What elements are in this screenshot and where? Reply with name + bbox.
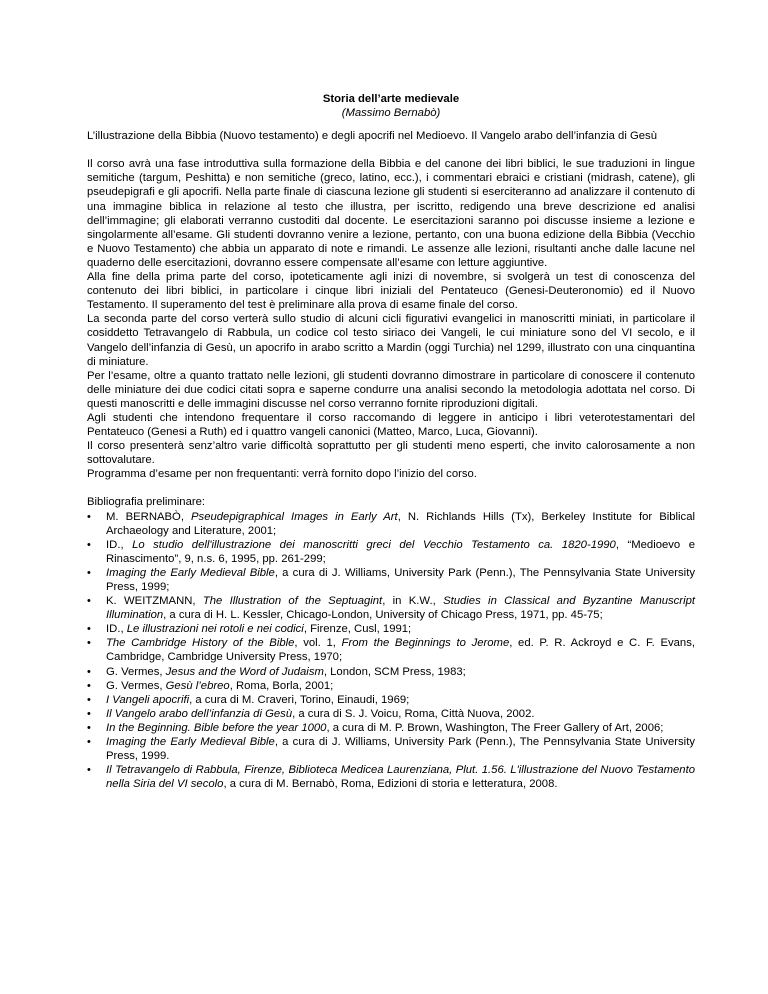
citation-text: , N. Richlands Hills (Tx), Berkeley Institute for Biblical Archaeology and Literature, 2001;	[106, 510, 695, 537]
bullet-icon: •	[87, 764, 91, 777]
bullet-icon: •	[87, 721, 91, 734]
citation-text: , London, SCM Press, 1983;	[323, 665, 466, 678]
bibliography-entry	[87, 693, 695, 707]
citation-title: Studies in Classical and Byzantine Manuscript Illumination	[106, 595, 695, 622]
citation-text: , in K.W.,	[382, 595, 444, 608]
citation-title: Il Vangelo arabo dell’infanzia di Gesù	[106, 707, 293, 720]
bibliography-entry	[87, 707, 695, 721]
bullet-icon: •	[87, 693, 91, 706]
bullet-icon: •	[87, 736, 91, 749]
citation-title: Le illustrazioni nei rotoli e nei codici	[126, 623, 304, 636]
document-title: Storia dell’arte medievale	[322, 93, 460, 105]
citation-title: Jesus and the Word of Judaism	[165, 665, 324, 678]
citation-text: ,	[180, 510, 192, 523]
citation-title: From the Beginnings to Jerome	[341, 637, 510, 650]
citation-text: ERNABÒ	[133, 510, 181, 523]
citation-text: , a cura di M. Bernabò, Roma, Edizioni di storia e letteratura, 2008.	[223, 778, 558, 791]
bibliography-entry	[87, 594, 695, 622]
bullet-icon: •	[87, 707, 91, 720]
bullet-icon: •	[87, 595, 91, 608]
citation-title: The Illustration of the Septuagint	[202, 595, 383, 608]
document-page	[87, 92, 695, 791]
bibliography-entry	[87, 538, 695, 566]
paragraph: Programma d’esame per non frequentanti: verrà fornito dopo l’inizio del corso.	[87, 468, 477, 481]
citation-text: D	[109, 538, 118, 551]
citation-text: I	[106, 538, 110, 551]
citation-text: K. W	[106, 595, 135, 608]
bullet-icon: •	[87, 637, 91, 650]
citation-text: D	[109, 623, 118, 636]
course-description	[87, 157, 695, 481]
bibliography-heading: Bibliografia preliminare:	[87, 496, 206, 509]
citation-text: , Roma, Borla, 2001;	[229, 679, 334, 692]
citation-title: Pseudepigraphical Images in Early Art	[191, 510, 398, 523]
paragraph: Il corso presenterà senz’altro varie difficoltà soprattutto per gli studenti meno esperti, che invito calorosamente a non sottovalutare.	[87, 440, 695, 467]
citation-text: , a cura di J. Williams, University Park (Penn.), The Pennsylvania State University Press, 1999.	[106, 736, 695, 763]
citation-text: , ed. P. R. Ackroyd e C. F. Evans, Cambridge, Cambridge University Press, 1970;	[106, 637, 695, 664]
paragraph: Agli studenti che intendono frequentare il corso raccomando di leggere in anticipo i libri veterotestamentari del Pentateuco (Genesi a Ruth) ed i quattro vangeli canonici (Matteo, Marco, Luca, Giovanni).	[87, 411, 695, 439]
citation-text: , a cura di M. Craveri, Torino, Einaudi, 1969;	[189, 693, 410, 706]
bibliography-entry	[87, 721, 695, 735]
citation-text: .,	[117, 623, 127, 636]
bullet-icon: •	[87, 538, 91, 551]
citation-text: , a cura di H. L. Kessler, Chicago-London, University of Chicago Press, 1971, pp. 45-75;	[163, 609, 603, 622]
citation-title: Lo studio dell'illustrazione dei manoscritti greci del Vecchio Testamento ca. 1820-1990	[132, 538, 616, 551]
paragraph: Per l’esame, oltre a quanto trattato nelle lezioni, gli studenti dovranno dimostrare in particolare di conoscere il contenuto delle miniature dei due codici citati sopra e saperne condurre una analisi secondo la metodologia adottata nel corso. Di questi manoscritti e delle immagini discusse nel corso verranno fornite riproduzioni digitali.	[87, 369, 695, 410]
citation-title: Il Tetravangelo di Rabbula, Firenze, Biblioteca Medicea Laurenziana, Plut. 1.56. L'illustrazione del Nuovo Testamento nella Siria del VI secolo	[106, 764, 695, 791]
bibliography-entry	[87, 679, 695, 693]
citation-title: I Vangeli apocrifi	[106, 693, 190, 706]
citation-text: , a cura di M. P. Brown, Washington, The Freer Gallery of Art, 2006;	[326, 721, 664, 734]
citation-text: , a cura di S. J. Voicu, Roma, Città Nuova, 2002.	[292, 707, 535, 720]
bibliography-entry	[87, 566, 695, 594]
bibliography-entry	[87, 622, 695, 636]
citation-text: .,	[117, 538, 133, 551]
bibliography-list	[87, 510, 695, 792]
paragraph: Il corso avrà una fase introduttiva sulla formazione della Bibbia e del canone dei libri biblici, le sue traduzioni in lingue semitiche (targum, Peshitta) e non semitiche (greco, latino, ecc.), i commentari ebraici e cristiani (midrash, catene), gli pseudepigrafi e gli apocrifi. Nella parte finale di ciascuna lezione gli studenti si eserciteranno ad analizzare il contenuto di una immagine biblica in relazione al testo che illustra, per iscritto, redigendo una breve descrizione ed analisi dell’immagine; gli elaborati verranno custoditi dal docente. Le esercitazioni saranno poi discusse insieme a lezione e singolarmente all’esame. Gli studenti dovranno venire a lezione, pertanto, con una buona edizione della Bibbia (Vecchio e Nuovo Testamento) che abbia un apparato di note e rimandi. Le assenze alle lezioni, risultanti anche dalle lacune nel quaderno delle esercitazioni, dovranno essere compensate all’esame con letture aggiuntive.	[87, 158, 695, 269]
bullet-icon: •	[87, 679, 91, 692]
bullet-icon: •	[87, 510, 91, 523]
course-subject: L’illustrazione della Bibbia (Nuovo testamento) e degli apocrifi nel Medioevo. Il Vangelo arabo dell’infanzia di Gesù	[87, 130, 657, 143]
bibliography-entry	[87, 636, 695, 664]
bibliography-entry	[87, 735, 695, 763]
citation-text: M. B	[106, 510, 134, 523]
bibliography-entry	[87, 665, 695, 679]
bullet-icon: •	[87, 566, 91, 579]
bullet-icon: •	[87, 665, 91, 678]
citation-title: In the Beginning. Bible before the year 1000	[106, 721, 327, 734]
citation-title: Gesù l’ebreo	[165, 679, 230, 692]
paragraph: La seconda parte del corso verterà sullo studio di alcuni cicli figurativi evangelici in manoscritti miniati, in particolare il cosiddetto Tetravangelo di Rabbula, un codice col testo siriaco dei Vangeli, le cui miniature sono del VI secolo, e il Vangelo dell’infanzia di Gesù, un apocrifo in arabo scritto a Mardin (oggi Turchia) nel 1299, illustrato con una cinquantina di miniature.	[87, 313, 695, 368]
citation-text: EITZMANN	[134, 595, 193, 608]
paragraph: Alla fine della prima parte del corso, ipoteticamente agli inizi di novembre, si svolgerà un test di conoscenza del contenuto dei libri biblici, in particolare i cinque libri iniziali del Pentateuco (Genesi-Deuteronomio) ed il Nuovo Testamento. Il superamento del test è preliminare alla prova di esame finale del corso.	[87, 271, 695, 312]
citation-text: ,	[192, 595, 203, 608]
citation-title: Imaging the Early Medieval Bible	[106, 566, 275, 579]
citation-text: , vol. 1,	[294, 637, 342, 650]
citation-text: I	[106, 623, 110, 636]
citation-text: , Firenze, Cusl, 1991;	[303, 623, 412, 636]
document-author: (Massimo Bernabò)	[341, 107, 441, 120]
citation-title: Imaging the Early Medieval Bible	[106, 736, 275, 749]
bibliography-entry	[87, 763, 695, 791]
citation-title: The Cambridge History of the Bible	[106, 637, 295, 650]
citation-text: , “Medioevo e Rinascimento”, 9, n.s. 6, 1995, pp. 261-299;	[106, 538, 695, 565]
citation-text: G. Vermes,	[106, 665, 166, 678]
bibliography-entry	[87, 510, 695, 538]
citation-text: G. Vermes,	[106, 679, 166, 692]
title-block	[87, 92, 695, 120]
bullet-icon: •	[87, 623, 91, 636]
citation-text: , a cura di J. Williams, University Park (Penn.), The Pennsylvania State University Press, 1999;	[106, 566, 695, 593]
